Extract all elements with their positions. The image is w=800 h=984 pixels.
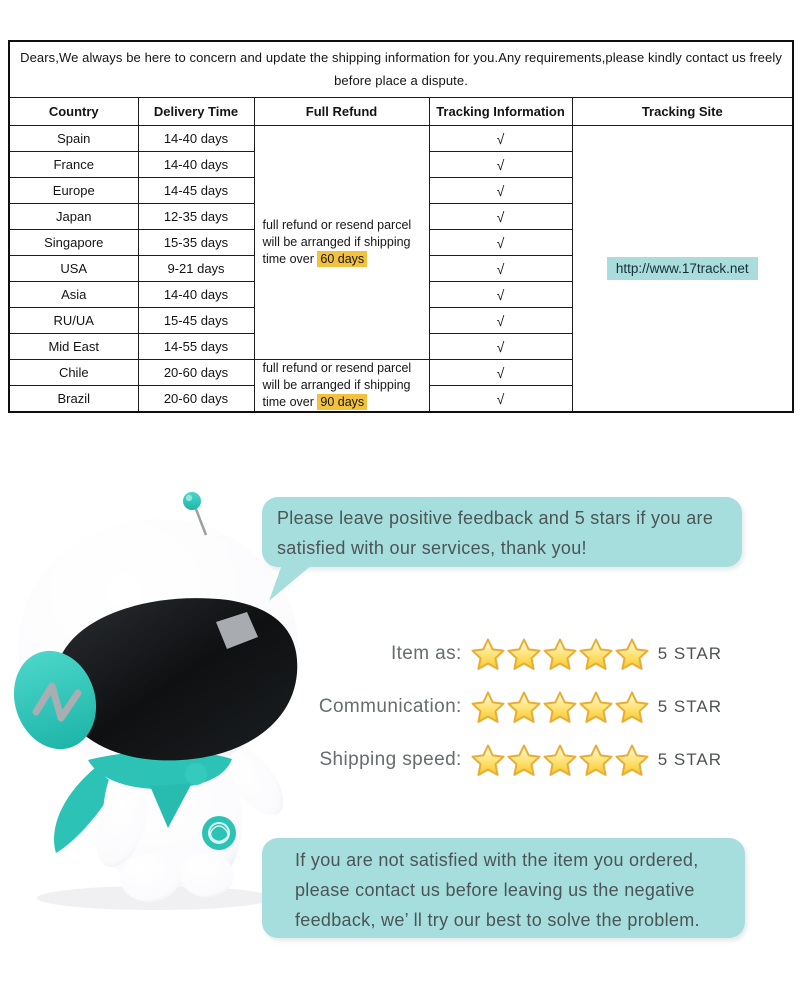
star-icon	[471, 637, 505, 671]
table-header-row	[9, 98, 793, 126]
refund-days-highlight: 60 days	[317, 251, 367, 267]
rating-row	[391, 636, 722, 672]
table-note-row	[9, 41, 793, 98]
bubble-line: please contact us before leaving us the negative	[295, 880, 695, 900]
tracking-checkmark: √	[429, 360, 572, 386]
bubble-line: Please leave positive feedback and 5 stars if you are	[277, 508, 714, 528]
star-icon	[579, 637, 613, 671]
country-cell: Spain	[9, 126, 138, 152]
star-icon	[543, 743, 577, 777]
seller-note: Dears,We always be here to concern and update the shipping information for you.Any requirements,please kindly contact us freely before place a dispute.	[9, 41, 793, 98]
star-icon	[543, 690, 577, 724]
tracking-checkmark: √	[429, 152, 572, 178]
robot-foot-right	[180, 853, 234, 897]
star-icon	[471, 690, 505, 724]
rating-row	[319, 742, 722, 778]
bubble-line: If you are not satisfied with the item you ordered,	[295, 850, 699, 870]
country-cell: Europe	[9, 178, 138, 204]
star-icon	[471, 743, 505, 777]
delivery-time-cell: 15-45 days	[138, 308, 254, 334]
col-header-tracking-information: Tracking Information	[429, 98, 572, 126]
star-icon	[507, 743, 541, 777]
rating-label: Shipping speed:	[319, 749, 462, 770]
delivery-time-cell: 14-55 days	[138, 334, 254, 360]
refund-policy-cell: full refund or resend parcel will be arranged if shipping time over 90 days	[254, 360, 429, 413]
star-icon	[615, 690, 649, 724]
tracking-checkmark: √	[429, 282, 572, 308]
tracking-checkmark: √	[429, 126, 572, 152]
delivery-time-cell: 20-60 days	[138, 386, 254, 412]
rating-suffix: 5 STAR	[657, 697, 722, 716]
table-row	[9, 126, 793, 152]
col-header-tracking-site: Tracking Site	[572, 98, 793, 126]
col-header-full-refund: Full Refund	[254, 98, 429, 126]
star-rating	[471, 690, 649, 724]
refund-days-highlight: 90 days	[317, 394, 367, 410]
country-cell: USA	[9, 256, 138, 282]
robot-antenna-ball	[183, 492, 201, 510]
delivery-time-cell: 20-60 days	[138, 360, 254, 386]
country-cell: France	[9, 152, 138, 178]
star-icon	[507, 637, 541, 671]
delivery-time-cell: 14-45 days	[138, 178, 254, 204]
tracking-checkmark: √	[429, 308, 572, 334]
tracking-checkmark: √	[429, 256, 572, 282]
country-cell: Brazil	[9, 386, 138, 412]
star-icon	[579, 743, 613, 777]
rating-label: Communication:	[318, 696, 462, 717]
star-icon	[579, 690, 613, 724]
country-cell: RU/UA	[9, 308, 138, 334]
speech-bubble-dispute-note	[262, 838, 745, 938]
country-cell: Singapore	[9, 230, 138, 256]
country-cell: Japan	[9, 204, 138, 230]
tracking-checkmark: √	[429, 386, 572, 412]
rating-suffix: 5 STAR	[657, 644, 722, 663]
tracking-site-cell	[572, 126, 793, 413]
country-cell: Asia	[9, 282, 138, 308]
star-icon	[615, 637, 649, 671]
delivery-time-cell: 14-40 days	[138, 126, 254, 152]
robot-foot-left	[120, 854, 180, 902]
tracking-checkmark: √	[429, 178, 572, 204]
bubble-line: satisfied with our services, thank you!	[277, 538, 587, 558]
speech-bubble-feedback-request	[262, 497, 742, 567]
delivery-time-cell: 14-40 days	[138, 282, 254, 308]
delivery-time-cell: 14-40 days	[138, 152, 254, 178]
col-header-country: Country	[9, 98, 138, 126]
rating-row	[319, 689, 722, 725]
country-cell: Chile	[9, 360, 138, 386]
country-cell: Mid East	[9, 334, 138, 360]
ratings	[319, 636, 722, 778]
delivery-time-cell: 9-21 days	[138, 256, 254, 282]
bubble-line: feedback, we’ ll try our best to solve the problem.	[295, 910, 700, 930]
rating-label: Item as:	[390, 643, 462, 664]
star-icon	[507, 690, 541, 724]
shipping-info-table	[8, 40, 794, 413]
robot-chest-badge	[202, 816, 236, 850]
refund-policy-cell: full refund or resend parcel will be arranged if shipping time over 60 days	[254, 126, 429, 360]
delivery-time-cell: 15-35 days	[138, 230, 254, 256]
tracking-checkmark: √	[429, 204, 572, 230]
delivery-time-cell: 12-35 days	[138, 204, 254, 230]
star-icon	[543, 637, 577, 671]
col-header-delivery-time: Delivery Time	[138, 98, 254, 126]
tracking-checkmark: √	[429, 230, 572, 256]
rating-suffix: 5 STAR	[657, 750, 722, 769]
star-rating	[471, 637, 649, 671]
shipping-table-body	[9, 126, 793, 413]
star-icon	[615, 743, 649, 777]
star-rating	[471, 743, 649, 777]
tracking-site-link[interactable]: http://www.17track.net	[607, 257, 758, 280]
tracking-checkmark: √	[429, 334, 572, 360]
